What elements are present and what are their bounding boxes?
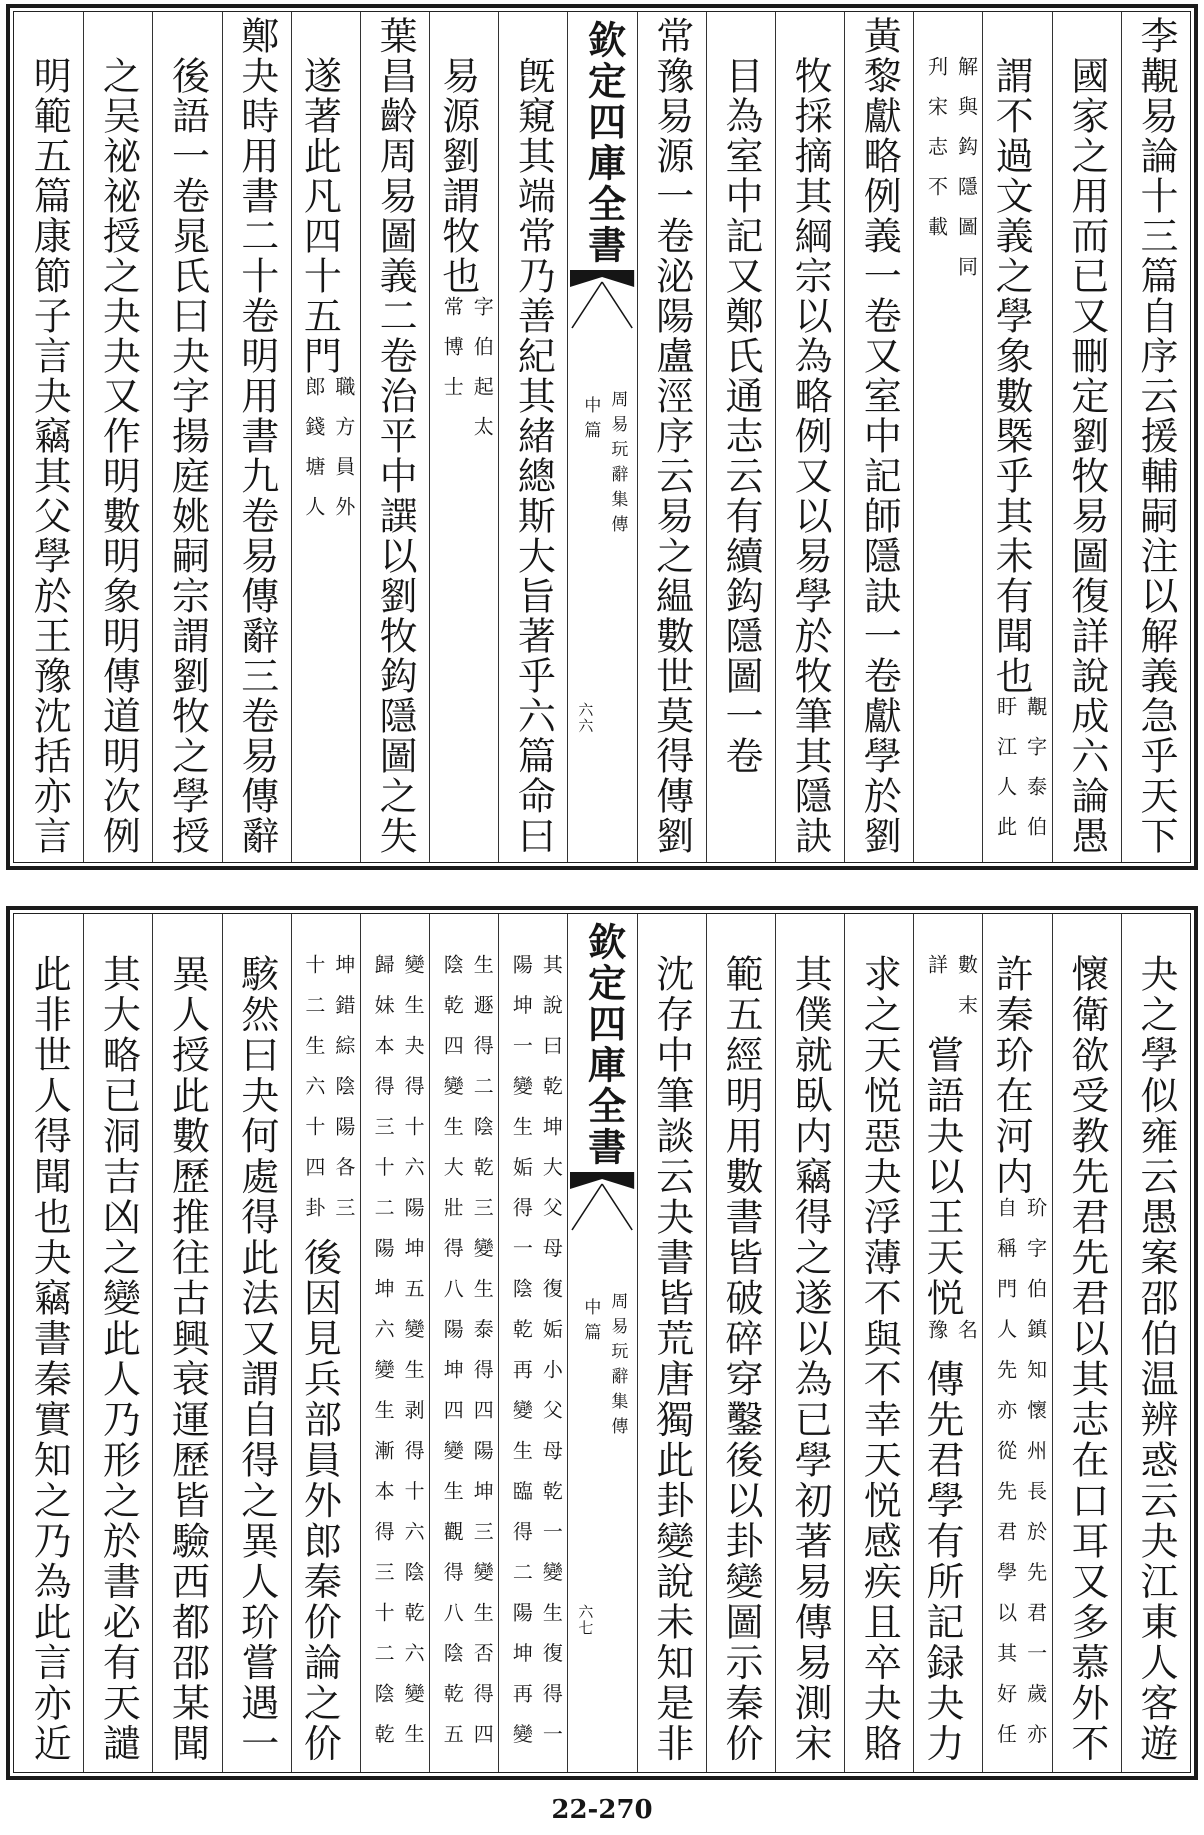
text-column: [498, 914, 567, 1772]
text-column: [152, 914, 221, 1772]
text-column: [498, 12, 567, 862]
folio-number: 六六: [576, 702, 595, 734]
text-column: [844, 12, 913, 862]
text-column: [291, 12, 360, 862]
collection-title: 欽定四庫全書: [581, 20, 627, 266]
main-text: 目為室中記又鄭氏通志云有續鈎隱圖一卷: [718, 56, 763, 776]
text-column: [913, 12, 982, 862]
text-column: [1121, 12, 1190, 862]
text-column: [706, 914, 775, 1772]
text-column: [83, 914, 152, 1772]
text-column: [1121, 914, 1190, 1772]
annotation-left-line: 盱江人此: [993, 696, 1018, 856]
annotation-note: [368, 954, 428, 1764]
annotation-left-line: 陰乾四變生大壯得八陽坤四變生觀得八陰乾五: [440, 954, 465, 1764]
center-strip: [567, 12, 636, 862]
text-column: [429, 914, 498, 1772]
annotation-note: [299, 376, 359, 536]
text-column: [775, 914, 844, 1772]
main-text: 之吴祕祕授之夬夬又作明數明象明傳道明次例: [96, 56, 141, 856]
center-strip: [567, 914, 636, 1772]
main-text: 範五經明用數書皆破碎穿鑿後以卦變圖示秦价: [718, 954, 763, 1764]
text-column: [706, 12, 775, 862]
text-column: [14, 914, 83, 1772]
text-column: [982, 12, 1051, 862]
main-text: 易源劉謂牧也: [435, 56, 480, 296]
main-text: 嘗語夬以王天悦: [919, 1035, 964, 1319]
annotation-left-line: 自稱門人先亦從先君學以其好任: [993, 1197, 1018, 1764]
annotation-left-line: 詳: [924, 954, 949, 995]
main-text: 後語一卷晁氏曰夬字揚庭姚嗣宗謂劉牧之學授: [165, 56, 210, 856]
book-title: 周易玩辭集傳: [607, 390, 628, 540]
main-text: 葉昌齡周易圖義二卷治平中譔以劉牧鈎隱圖之失: [373, 16, 418, 856]
text-column: [1052, 12, 1121, 862]
annotation-left-line: 常博士: [440, 296, 465, 416]
book-title-note: [574, 1292, 630, 1442]
main-text: 駭然曰夬何處得此法又謂自得之異人玠嘗遇一: [234, 954, 279, 1764]
section-label: 中篇: [580, 396, 601, 446]
annotation-right-line: 變生夬得十六陽坤五變生剥得十六陰乾六變生: [401, 954, 426, 1764]
main-text: 國家之用而已又刪定劉牧易圖復詳說成六論愚: [1064, 56, 1109, 856]
text-column: [222, 12, 291, 862]
main-text: 常豫易源一卷泌陽盧涇序云易之緼數世莫得傳劉: [649, 16, 694, 856]
text-column: [83, 12, 152, 862]
text-column: [637, 914, 706, 1772]
main-text: 明範五篇康節子言夬竊其父學於王豫沈括亦言: [27, 56, 72, 856]
main-text: 黃黎獻略例義一卷又室中記師隱訣一卷獻學於劉: [857, 16, 902, 856]
book-title: 周易玩辭集傳: [607, 1292, 628, 1442]
main-text: 懷衛欲受教先君先君以其志在口耳又多慕外不: [1064, 954, 1109, 1764]
text-column: [291, 914, 360, 1772]
text-column: [982, 914, 1051, 1772]
annotation-right-line: 其說曰乾坤大父母復姤小父母乾一變生復得一: [539, 954, 564, 1764]
main-text: 遂著此凡四十五門: [297, 56, 342, 376]
annotation-note: [991, 696, 1051, 856]
page-number: 22-270: [551, 1795, 653, 1825]
book-title-note: [574, 390, 630, 540]
annotation-left-line: 陽坤一變生姤得一陰乾再變生臨得二陽坤再變: [509, 954, 534, 1764]
main-text: 沈存中筆談云夬書皆荒唐獨此卦變說未知是非: [649, 954, 694, 1764]
main-text: 夬之學似雍云愚案邵伯温辨惑云夬江東人客遊: [1134, 954, 1178, 1764]
annotation-right-line: 名: [954, 1318, 979, 1359]
column-grid: [13, 11, 1191, 863]
annotation-right-line: 生遯得二陰乾三變生泰得四陽坤三變生否得四: [470, 954, 495, 1764]
text-column: [913, 914, 982, 1772]
annotation-note: [437, 954, 497, 1764]
text-column: [775, 12, 844, 862]
annotation-right-line: 玠字伯鎮知懷州長於先君一歲亦: [1023, 1197, 1048, 1764]
main-text: 求之天悦惡夬浮薄不與不幸天悦感疾且卒夬賂: [857, 954, 902, 1764]
column-grid: [13, 913, 1191, 1773]
annotation-note: [921, 56, 981, 296]
annotation-right-line: 字伯起太: [470, 296, 495, 456]
main-text: 其僕就臥内竊得之遂以為已學初著易傳易測宋: [788, 954, 833, 1764]
folio-number: 六七: [576, 1604, 595, 1636]
main-text: 傳先君學有所記録夬力: [919, 1359, 964, 1764]
collection-title: 欽定四庫全書: [581, 922, 627, 1168]
fish-tail-icon: [568, 270, 636, 330]
main-text: 李覯易論十三篇自序云援輔嗣注以解義急乎天下: [1134, 16, 1178, 856]
annotation-right-line: 職方員外: [331, 376, 356, 536]
annotation-left-line: 十二生六十四卦: [301, 954, 326, 1238]
text-column: [637, 12, 706, 862]
annotation-left-line: 歸妹本得三十二陽坤六變生漸本得三十二陰乾: [371, 954, 396, 1764]
annotation-left-line: 刋宋志不載: [924, 56, 949, 256]
fish-tail-icon: [568, 1172, 636, 1232]
main-text: 謂不過文義之學象數槩乎其未有聞也: [989, 56, 1034, 696]
main-text: 後因見兵部員外郎秦价論之价: [297, 1237, 342, 1764]
main-text: 鄭夬時用書二十卷明用書九卷易傳辭三卷易傳辭: [234, 16, 279, 856]
annotation-right-line: 數末: [954, 954, 979, 1035]
main-text: 牧採摘其綱宗以為略例又以易學於牧筆其隱訣: [788, 56, 833, 856]
main-text: 異人授此數歷推往古興衰運歷皆驗西都邵某聞: [165, 954, 210, 1764]
main-text: 此非世人得聞也夬竊書秦實知之乃為此言亦近: [27, 954, 72, 1764]
text-column: [14, 12, 83, 862]
bottom-panel: [6, 906, 1198, 1780]
top-panel: [6, 4, 1198, 870]
section-label: 中篇: [580, 1298, 601, 1348]
annotation-note: [921, 954, 981, 1035]
text-column: [360, 12, 429, 862]
text-column: [844, 914, 913, 1772]
annotation-note: [921, 1319, 981, 1360]
text-column: [222, 914, 291, 1772]
annotation-note: [299, 954, 359, 1238]
main-text: 旣窺其端常乃善紀其緒總斯大旨著乎六篇命曰: [511, 56, 556, 856]
text-column: [429, 12, 498, 862]
annotation-left-line: 豫: [924, 1318, 949, 1359]
main-text: 許秦玠在河内: [989, 954, 1034, 1197]
annotation-note: [437, 296, 497, 456]
annotation-note: [506, 954, 566, 1764]
main-text: 其大略已洞吉凶之變此人乃形之於書必有天譴: [96, 954, 141, 1764]
annotation-right-line: 覯字泰伯: [1023, 696, 1048, 856]
annotation-note: [991, 1197, 1051, 1764]
annotation-left-line: 郎錢塘人: [301, 376, 326, 536]
annotation-right-line: 解與鈎隱圖同: [954, 56, 979, 296]
annotation-right-line: 坤錯綜陰陽各三: [331, 954, 356, 1238]
text-column: [1052, 914, 1121, 1772]
text-column: [360, 914, 429, 1772]
text-column: [152, 12, 221, 862]
